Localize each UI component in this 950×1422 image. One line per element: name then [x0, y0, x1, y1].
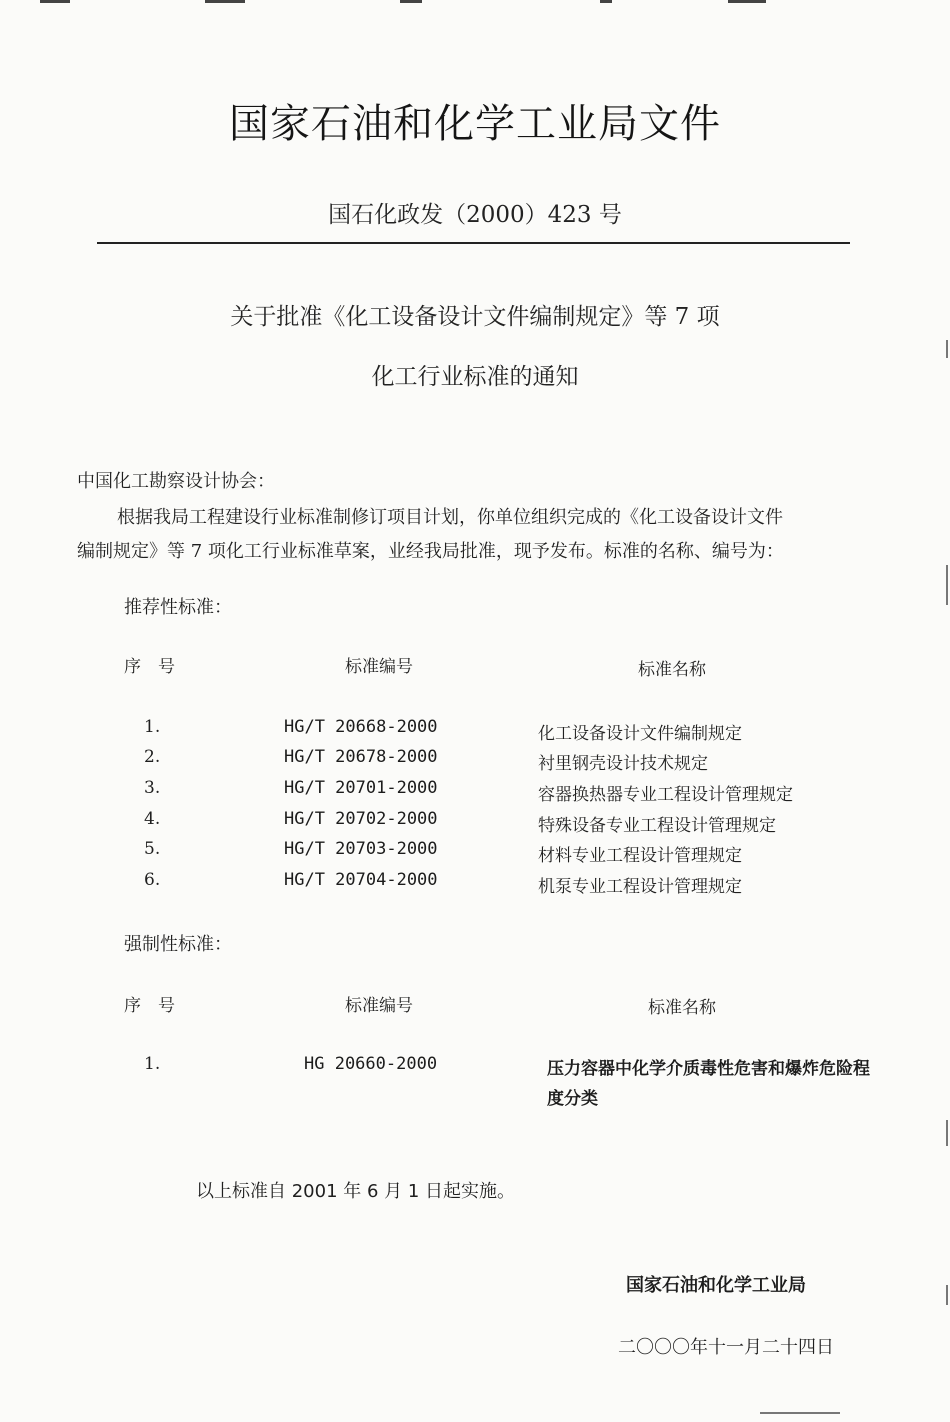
- recommended-heading: 推荐性标准：: [124, 597, 232, 618]
- row-name: 化工设备设计文件编制规定: [538, 724, 742, 744]
- column-header-no: 序 号: [124, 657, 175, 677]
- row-name: 特殊设备专业工程设计管理规定: [538, 816, 776, 836]
- row-no: 5.: [144, 839, 161, 859]
- effective-date-note: 以上标准自 2001 年 6 月 1 日起实施。: [196, 1181, 516, 1202]
- row-code: HG/T 20668-2000: [284, 717, 438, 737]
- scan-mark: [40, 0, 70, 3]
- column-header-code: 标准编号: [345, 657, 413, 677]
- mandatory-heading: 强制性标准：: [124, 934, 232, 955]
- scan-mark: [946, 1285, 948, 1305]
- row-code: HG/T 20701-2000: [284, 778, 438, 798]
- intro-line1: 根据我局工程建设行业标准制修订项目计划，你单位组织完成的《化工设备设计文件: [117, 507, 783, 528]
- row-name: 机泵专业工程设计管理规定: [538, 877, 742, 897]
- issuer-header-title: 国家石油和化学工业局文件: [229, 101, 721, 147]
- scan-mark: [600, 0, 612, 3]
- row-no: 4.: [144, 809, 161, 829]
- row-code: HG 20660-2000: [304, 1054, 438, 1074]
- column-header-code: 标准编号: [345, 996, 413, 1016]
- column-header-name: 标准名称: [638, 660, 706, 680]
- column-header-name: 标准名称: [648, 998, 716, 1018]
- row-name: 衬里钢壳设计技术规定: [538, 754, 708, 774]
- row-code: HG/T 20703-2000: [284, 839, 438, 859]
- row-no: 2.: [144, 747, 161, 767]
- intro-line2: 编制规定》等 7 项化工行业标准草案，业经我局批准，现予发布。标准的名称、编号为：: [77, 541, 784, 562]
- scan-mark: [946, 340, 948, 358]
- notice-title-line1: 关于批准《化工设备设计文件编制规定》等 7 项: [230, 304, 720, 330]
- row-no: 1.: [144, 1054, 161, 1074]
- row-code: HG/T 20704-2000: [284, 870, 438, 890]
- issue-date: 二〇〇〇年十一月二十四日: [618, 1337, 834, 1358]
- row-no: 1.: [144, 717, 161, 737]
- row-no: 6.: [144, 870, 161, 890]
- header-divider: [97, 242, 850, 244]
- row-name: 材料专业工程设计管理规定: [538, 846, 742, 866]
- scan-mark: [205, 0, 245, 3]
- document-number: 国石化政发（2000）423 号: [328, 202, 622, 228]
- row-code: HG/T 20702-2000: [284, 809, 438, 829]
- scan-mark: [946, 1120, 948, 1146]
- scan-mark: [400, 0, 422, 3]
- column-header-no: 序 号: [124, 996, 175, 1016]
- addressee: 中国化工勘察设计协会：: [77, 471, 275, 492]
- row-no: 3.: [144, 778, 161, 798]
- row-code: HG/T 20678-2000: [284, 747, 438, 767]
- row-name: 压力容器中化学介质毒性危害和爆炸危险程度分类: [547, 1059, 870, 1109]
- row-name: 容器换热器专业工程设计管理规定: [538, 785, 793, 805]
- notice-title-line2: 化工行业标准的通知: [371, 364, 579, 390]
- issuing-authority: 国家石油和化学工业局: [626, 1275, 806, 1296]
- scan-mark: [728, 0, 766, 3]
- scan-mark: [760, 1412, 840, 1414]
- scan-mark: [946, 565, 948, 605]
